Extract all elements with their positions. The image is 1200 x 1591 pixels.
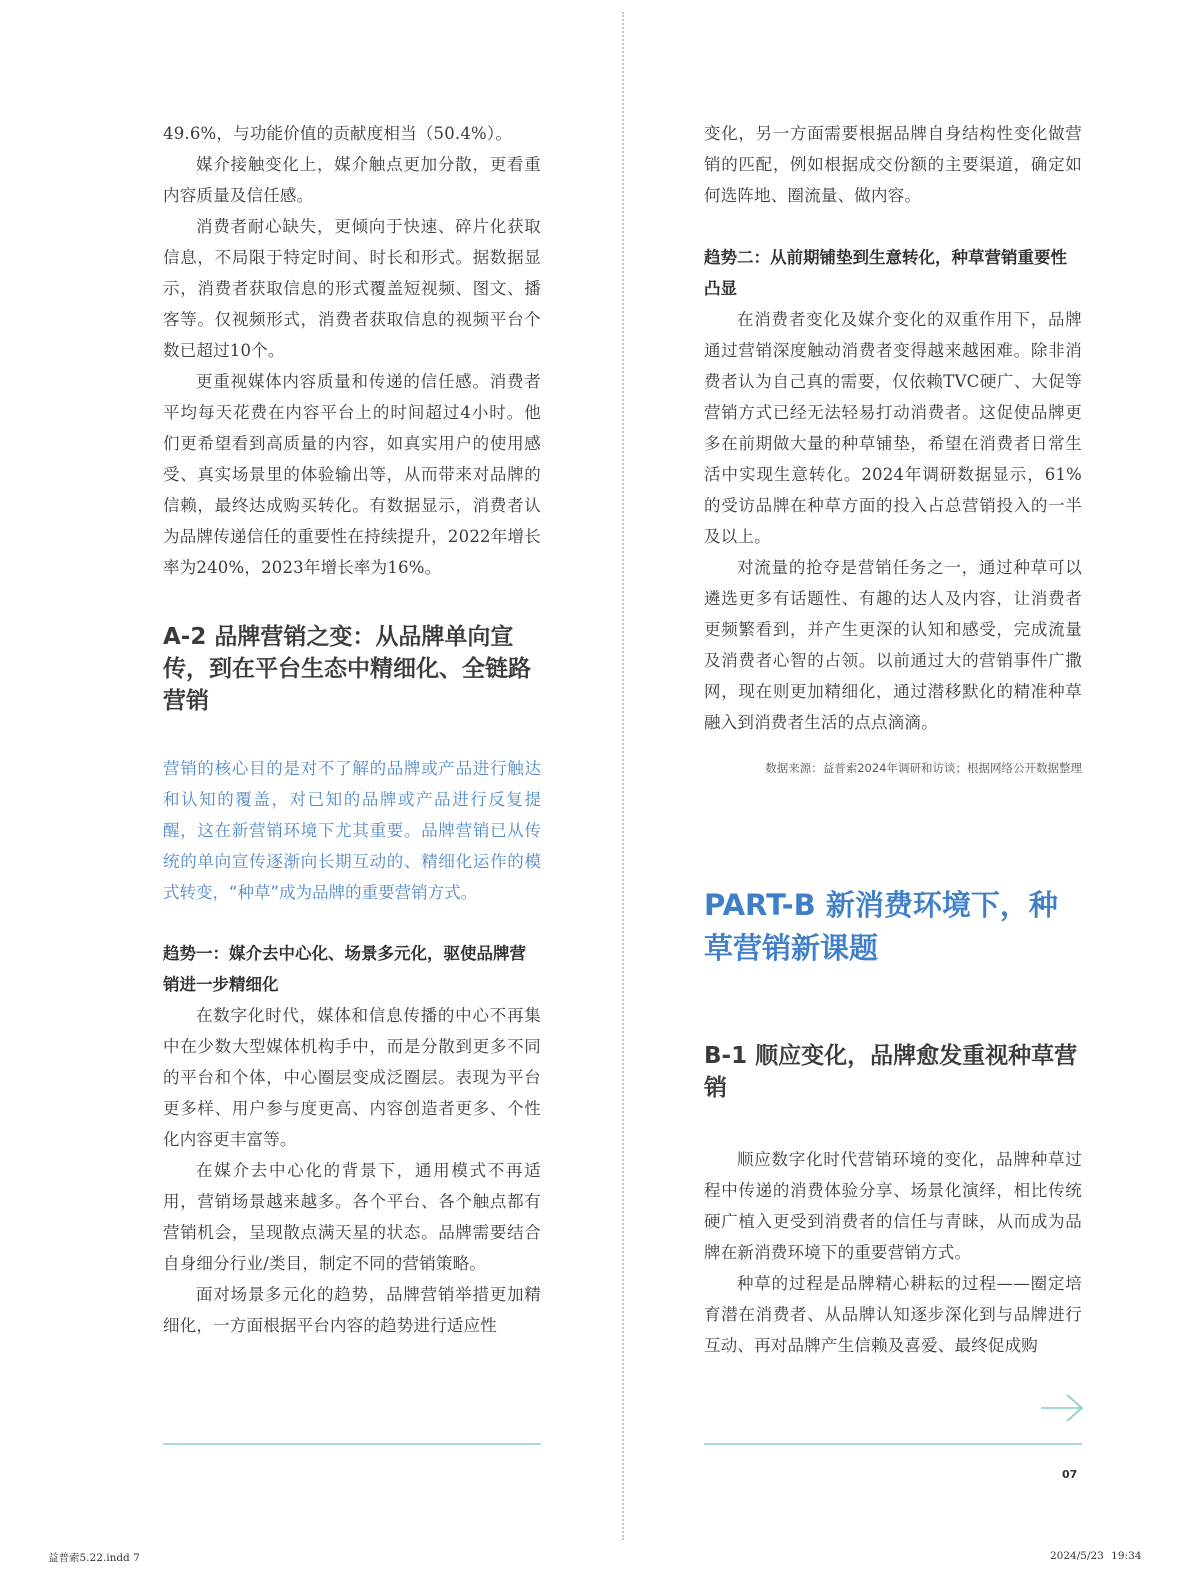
- body-paragraph: 在媒介去中心化的背景下，通用模式不再适用，营销场景越来越多。各个平台、各个触点都有营销机会，呈现散点满天星的状态。品牌需要结合自身细分行业/类目，制定不同的营销策略。: [163, 1161, 541, 1273]
- body-paragraph: 面对场景多元化的趋势，品牌营销举措更加精细化，一方面根据平台内容的趋势进行适应性: [163, 1285, 541, 1335]
- page-number: 07: [1062, 1468, 1078, 1481]
- arrow-right-icon: [1040, 1393, 1084, 1423]
- trend-heading-1: 趋势一：媒介去中心化、场景多元化，驱使品牌营销进一步精细化: [163, 944, 526, 994]
- footer-filename: 益普索5.22.indd 7: [48, 1552, 140, 1564]
- right-column: [704, 118, 1082, 1361]
- body-paragraph: 对流量的抢夺是营销任务之一，通过种草可以遴选更多有话题性、有趣的达人及内容，让消费者更频繁看到，并产生更深的认知和感受，完成流量及消费者心智的占领。以前通过大的营销事件广撒网，现在则更加精细化，通过潜移默化的精准种草融入到消费者生活的点点滴滴。: [704, 558, 1082, 732]
- section-code: A-2: [163, 624, 207, 650]
- body-paragraph: 顺应数字化时代营销环境的变化，品牌种草过程中传递的消费体验分享、场景化演绎，相比传统硬广植入更受到消费者的信任与青睐，从而成为品牌在新消费环境下的重要营销方式。: [704, 1150, 1082, 1262]
- section-title: 顺应变化，品牌愈发重视种草营销: [704, 1043, 1078, 1101]
- trend-heading-2: 趋势二：从前期铺垫到生意转化，种草营销重要性凸显: [704, 248, 1067, 298]
- body-paragraph: 在数字化时代，媒体和信息传播的中心不再集中在少数大型媒体机构手中，而是分散到更多不同的平台和个体，中心圈层变成泛圈层。表现为平台更多样、用户参与度更高、内容创造者更多、个性化内容更丰富等。: [163, 1006, 541, 1149]
- left-column: [163, 118, 541, 1341]
- body-paragraph: 媒介接触变化上，媒介触点更加分散，更看重内容质量及信任感。: [163, 155, 541, 205]
- column-rule-right: [704, 1443, 1082, 1445]
- body-paragraph: 消费者耐心缺失，更倾向于快速、碎片化获取信息，不局限于特定时间、时长和形式。据数据显示，消费者获取信息的形式覆盖短视频、图文、播客等。仅视频形式，消费者获取信息的视频平台个数已超过10个。: [163, 217, 541, 360]
- page-spread-divider: [622, 12, 624, 1540]
- body-paragraph: 种草的过程是品牌精心耕耘的过程——圈定培育潜在消费者、从品牌认知逐步深化到与品牌进行互动、再对品牌产生信赖及喜爱、最终促成购: [704, 1274, 1082, 1355]
- part-b-title: PART-B 新消费环境下，种草营销新课题: [704, 888, 1058, 965]
- lead-paragraph: 营销的核心目的是对不了解的品牌或产品进行触达和认知的覆盖，对已知的品牌或产品进行反复提醒，这在新营销环境下尤其重要。品牌营销已从传统的单向宣传逐渐向长期互动的、精细化运作的模式转变，“种草”成为品牌的重要营销方式。: [163, 759, 541, 902]
- footer-timestamp: 2024/5/23 19:34: [1050, 1550, 1142, 1562]
- body-paragraph: 49.6%，与功能价值的贡献度相当（50.4%）。: [163, 124, 513, 143]
- body-paragraph: 更重视媒体内容质量和传递的信任感。消费者平均每天花费在内容平台上的时间超过4小时。他们更希望看到高质量的内容，如真实用户的使用感受、真实场景里的体验输出等，从而带来对品牌的信赖，最终达成购买转化。有数据显示，消费者认为品牌传递信任的重要性在持续提升，2022年增长率为240%，2023年增长率为16%。: [163, 372, 541, 577]
- section-code: B-1: [704, 1043, 748, 1069]
- section-heading-b1: [704, 1040, 1082, 1104]
- column-rule-left: [163, 1443, 541, 1445]
- body-paragraph: 在消费者变化及媒介变化的双重作用下，品牌通过营销深度触动消费者变得越来越困难。除非消费者认为自己真的需要，仅依赖TVC硬广、大促等营销方式已经无法轻易打动消费者。这促使品牌更多在前期做大量的种草铺垫，希望在消费者日常生活中实现生意转化。2024年调研数据显示，61%的受访品牌在种草方面的投入占总营销投入的一半及以上。: [704, 310, 1082, 546]
- body-paragraph: 变化，另一方面需要根据品牌自身结构性变化做营销的匹配，例如根据成交份额的主要渠道，确定如何选阵地、圈流量、做内容。: [704, 124, 1082, 205]
- section-title: 品牌营销之变：从品牌单向宣传，到在平台生态中精细化、全链路营销: [163, 624, 531, 714]
- data-source-note: 数据来源：益普索2024年调研和访谈；根据网络公开数据整理: [765, 761, 1082, 775]
- section-heading-a2: [163, 621, 541, 717]
